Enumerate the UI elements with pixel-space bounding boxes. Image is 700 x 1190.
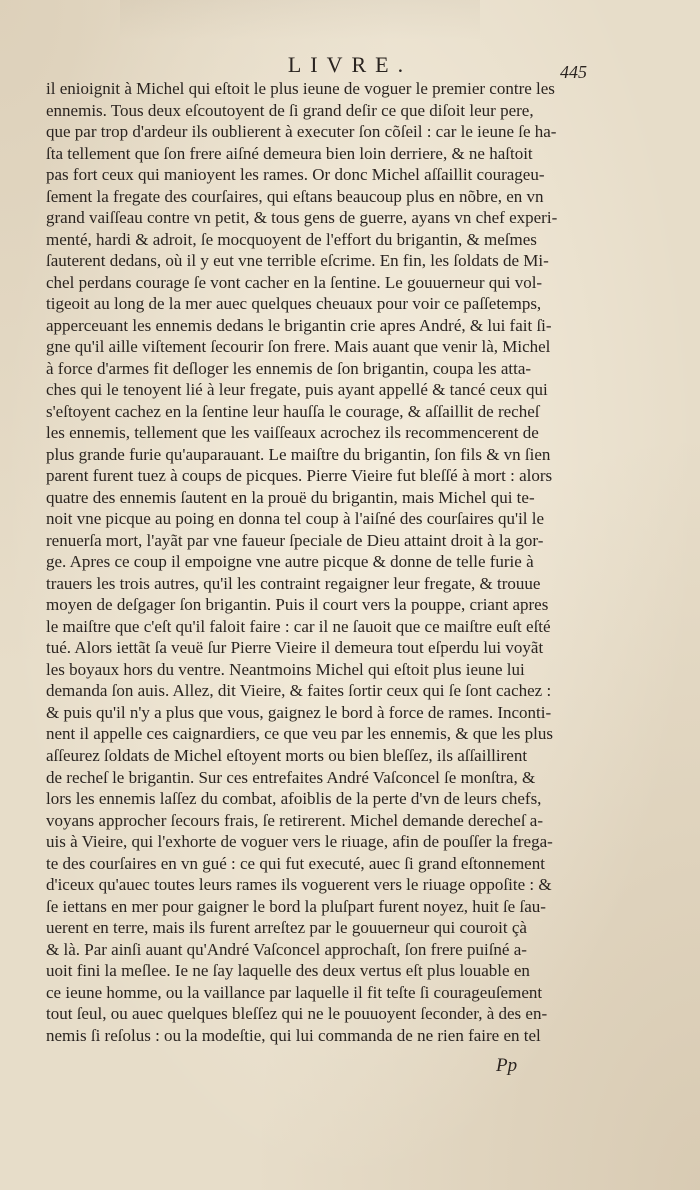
text-line: ſe iettans en mer pour gaigner le bord la pluſpart furent noyez, huit ſe ſau- (46, 896, 546, 916)
text-line: nemis ſi reſolus : ou la modeſtie, qui lui commanda de ne rien faire en tel (46, 1025, 541, 1045)
text-line: & puis qu'il n'y a plus que vous, gaignez le bord à force de rames. Inconti- (46, 702, 552, 722)
text-line: d'iceux qu'auec toutes leurs rames ils voguerent vers le riuage oppoſite : & (46, 875, 552, 895)
text-line: & là. Par ainſi auant qu'André Vaſconcel approchaſt, ſon frere puiſné a- (46, 939, 527, 959)
text-line: ſement la fregate des courſaires, qui eſtans beaucoup plus en nõbre, en vn (46, 186, 544, 206)
text-line: demanda ſon auis. Allez, dit Vieire, & faites ſortir ceux qui ſe ſont cachez : (46, 681, 552, 701)
text-line: moyen de deſgager ſon brigantin. Puis il court vers la pouppe, criant apres (46, 595, 549, 615)
text-line: ge. Apres ce coup il empoigne vne autre picque & donne de telle furie à (46, 552, 534, 572)
text-line: ſta tellement que ſon frere aiſné demeura bien loin derriere, & ne haſtoit (46, 143, 533, 163)
page-number: 445 (560, 62, 587, 82)
signature-mark: Pp (496, 1055, 518, 1076)
text-line: parent furent tuez à coups de picques. Pierre Vieire fut bleſſé à mort : alors (46, 466, 553, 486)
text-line: uis à Vieire, qui l'exhorte de voguer vers le riuage, afin de pouſſer la frega- (46, 832, 553, 852)
text-line: te des courſaires en vn gué : ce qui fut executé, auec ſi grand eſtonnement (46, 853, 545, 873)
text-line: ches qui le tenoyent lié à leur fregate, puis ayant appellé & tancé ceux qui (46, 380, 548, 400)
text-line: les boyaux hors du ventre. Neantmoins Michel qui eſtoit plus ieune lui (46, 659, 525, 679)
text-line: menté, hardi & adroit, ſe mocquoyent de l'effort du brigantin, & meſmes (46, 229, 537, 249)
text-line: le maiſtre que c'eſt qu'il faloit faire : car il ne ſauoit que ce maiſtre euſt eſté (46, 616, 551, 636)
text-line: apperceuant les ennemis dedans le brigantin crie apres André, & lui fait ſi- (46, 315, 552, 335)
text-line: plus grande furie qu'auparauant. Le maiſtre du brigantin, ſon fils & vn ſien (46, 444, 551, 464)
text-line: tigeoit au long de la mer auec quelques cheuaux pour voir ce paſſetemps, (46, 294, 542, 314)
text-line: pas fort ceux qui manioyent les rames. Or donc Michel aſſaillit courageu- (46, 165, 545, 185)
text-line: ce ieune homme, ou la vaillance par laquelle il fit teſte ſi courageuſement (46, 982, 543, 1002)
text-line: quatre des ennemis ſautent en la prouë du brigantin, mais Michel qui te- (46, 487, 535, 507)
text-line: gne qu'il aille viſtement ſecourir ſon frere. Mais auant que venir là, Michel (46, 337, 551, 357)
text-line: uoit fini la meſlee. Ie ne ſay laquelle des deux vertus eſt plus louable en (46, 961, 530, 981)
running-head: LIVRE. (287, 52, 413, 77)
text-line: ſauterent dedans, où il y eut vne terrible eſcrime. En fin, les ſoldats de Mi- (46, 251, 549, 271)
body-text (46, 78, 590, 1046)
text-line: grand vaiſſeau contre vn petit, & tous gens de guerre, ayans vn chef experi- (46, 208, 558, 228)
text-line: renuerſa mort, l'ayãt par vne faueur ſpeciale de Dieu attaint droit à la gor- (46, 530, 544, 550)
text-line: s'eſtoyent cachez en la ſentine leur hauſſa le courage, & aſſaillit de recheſ (46, 401, 540, 421)
text-line: de recheſ le brigantin. Sur ces entrefaites André Vaſconcel ſe monſtra, & (46, 767, 536, 787)
show-through-shading (120, 0, 480, 40)
text-line: voyans approcher ſecours frais, ſe retirerent. Michel demande derecheſ a- (46, 810, 544, 830)
text-line: tué. Alors iettãt ſa veuë ſur Pierre Vieire il demeura tout eſperdu lui voyãt (46, 638, 544, 658)
text-line: chel perdans courage ſe vont cacher en la ſentine. Le gouuerneur qui vol- (46, 272, 543, 292)
text-line: nent il appelle ces caignardiers, ce que veu par les ennemis, & que les plus (46, 724, 553, 744)
text-line: noit vne picque au poing en donna tel coup à l'aiſné des courſaires qu'il le (46, 509, 545, 529)
text-line: ennemis. Tous deux eſcoutoyent de ſi grand deſir ce que diſoit leur pere, (46, 100, 534, 120)
text-line: il enioignit à Michel qui eſtoit le plus ieune de voguer le premier contre les (46, 79, 555, 98)
text-line: à force d'armes fit deſloger les ennemis de ſon brigantin, coupa les atta- (46, 358, 532, 378)
text-line: aſſeurez ſoldats de Michel eſtoyent morts ou bien bleſſez, ils aſſaillirent (46, 745, 528, 765)
text-line: trauers les trois autres, qu'il les contraint regaigner leur fregate, & trouue (46, 573, 541, 593)
text-line: que par trop d'ardeur ils oublierent à executer ſon cõſeil : car le ieune ſe ha- (46, 122, 557, 142)
text-line: tout ſeul, ou auec quelques bleſſez qui ne le pouuoyent ſeconder, à des en- (46, 1004, 548, 1024)
text-line: uerent en terre, mais ils furent arreſtez par le gouuerneur qui couroit çà (46, 918, 527, 938)
text-line: lors les ennemis laſſez du combat, afoiblis de la perte d'vn de leurs chefs, (46, 789, 542, 809)
text-line: les ennemis, tellement que les vaiſſeaux acrochez ils recommencerent de (46, 423, 539, 443)
